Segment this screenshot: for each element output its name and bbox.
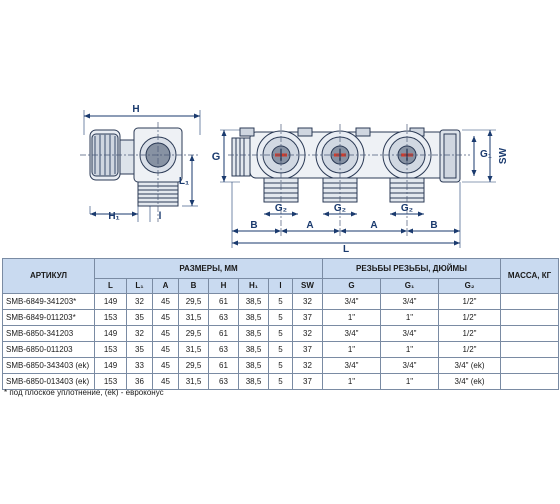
mass-cell bbox=[501, 326, 559, 342]
mass-cell bbox=[501, 374, 559, 390]
table-cell: 33 bbox=[127, 358, 153, 374]
table-row bbox=[3, 326, 559, 342]
table-cell: 61 bbox=[209, 294, 239, 310]
table-cell: 5 bbox=[269, 358, 293, 374]
table-cell: 1/2" bbox=[439, 342, 501, 358]
table-cell: 29,5 bbox=[179, 294, 209, 310]
table-cell: 45 bbox=[153, 358, 179, 374]
table-cell: 37 bbox=[293, 374, 323, 390]
table-cell: 38,5 bbox=[239, 326, 269, 342]
dim-label-H: H bbox=[132, 104, 140, 115]
article-cell: SMB-6850-011203 bbox=[3, 342, 95, 358]
table-cell: 1" bbox=[323, 374, 381, 390]
table-cell: 38,5 bbox=[239, 342, 269, 358]
table-cell: 149 bbox=[95, 326, 127, 342]
subheader-cell: B bbox=[179, 279, 209, 294]
mass-cell bbox=[501, 310, 559, 326]
table-cell: 45 bbox=[153, 326, 179, 342]
table-cell: 38,5 bbox=[239, 310, 269, 326]
mass-cell bbox=[501, 342, 559, 358]
header-mass: МАССА, КГ bbox=[501, 259, 559, 294]
table-cell: 1/2" bbox=[439, 310, 501, 326]
dim-label-A-right: A bbox=[370, 220, 378, 231]
subheader-cell: l bbox=[269, 279, 293, 294]
article-cell: SMB-6849-011203* bbox=[3, 310, 95, 326]
table-cell: 63 bbox=[209, 342, 239, 358]
table-cell: 1/2" bbox=[439, 294, 501, 310]
table-cell: 3/4" bbox=[381, 326, 439, 342]
dim-label-SW: SW bbox=[498, 147, 509, 165]
table-cell: 3/4" bbox=[323, 358, 381, 374]
dim-label-G2-1: G₂ bbox=[274, 203, 288, 214]
table-cell: 1" bbox=[323, 310, 381, 326]
table-cell: 32 bbox=[127, 294, 153, 310]
subheader-cell: G₁ bbox=[381, 279, 439, 294]
table-cell: 45 bbox=[153, 294, 179, 310]
table-cell: 5 bbox=[269, 310, 293, 326]
dim-label-A-left: A bbox=[306, 220, 314, 231]
table-row bbox=[3, 310, 559, 326]
table-cell: 32 bbox=[293, 358, 323, 374]
table-cell: 61 bbox=[209, 358, 239, 374]
table-cell: 31,5 bbox=[179, 374, 209, 390]
table-cell: 29,5 bbox=[179, 358, 209, 374]
subheader-cell: H bbox=[209, 279, 239, 294]
table-cell: 45 bbox=[153, 310, 179, 326]
dim-label-B-right: B bbox=[430, 220, 438, 231]
table-cell: 32 bbox=[293, 294, 323, 310]
table-cell: 63 bbox=[209, 310, 239, 326]
table-cell: 35 bbox=[127, 310, 153, 326]
table-row bbox=[3, 342, 559, 358]
dim-label-L: L bbox=[342, 244, 350, 255]
table-cell: 45 bbox=[153, 342, 179, 358]
dim-label-G1: G₁ bbox=[480, 149, 492, 160]
front-view bbox=[220, 124, 496, 248]
table-cell: 36 bbox=[127, 374, 153, 390]
table-cell: 153 bbox=[95, 342, 127, 358]
table-cell: 1" bbox=[381, 310, 439, 326]
dim-label-l: l bbox=[158, 211, 162, 222]
side-view bbox=[80, 110, 200, 222]
mass-cell bbox=[501, 358, 559, 374]
table-cell: 5 bbox=[269, 342, 293, 358]
header-threads-group: РЕЗЬБЫ РЕЗЬБЫ, ДЮЙМЫ bbox=[323, 259, 501, 279]
table-cell: 1" bbox=[381, 342, 439, 358]
spec-table bbox=[2, 258, 559, 390]
subheader-cell: H₁ bbox=[239, 279, 269, 294]
article-cell: SMB-6850-341203 bbox=[3, 326, 95, 342]
header-article: АРТИКУЛ bbox=[3, 259, 95, 294]
table-cell: 29,5 bbox=[179, 326, 209, 342]
table-cell: 3/4" bbox=[323, 326, 381, 342]
table-cell: 3/4" (ek) bbox=[439, 374, 501, 390]
subheader-cell: A bbox=[153, 279, 179, 294]
dim-label-G2-3: G₂ bbox=[400, 203, 414, 214]
subheader-cell: L bbox=[95, 279, 127, 294]
table-cell: 38,5 bbox=[239, 374, 269, 390]
table-cell: 3/4" (ek) bbox=[439, 358, 501, 374]
article-cell: SMB-6849-341203* bbox=[3, 294, 95, 310]
table-cell: 3/4" bbox=[381, 358, 439, 374]
table-cell: 61 bbox=[209, 326, 239, 342]
table-cell: 38,5 bbox=[239, 294, 269, 310]
table-cell: 37 bbox=[293, 310, 323, 326]
table-cell: 153 bbox=[95, 374, 127, 390]
table-row bbox=[3, 358, 559, 374]
article-cell: SMB-6850-343403 (ek) bbox=[3, 358, 95, 374]
table-cell: 35 bbox=[127, 342, 153, 358]
spec-table-wrap bbox=[2, 258, 558, 390]
table-row bbox=[3, 294, 559, 310]
table-cell: 5 bbox=[269, 294, 293, 310]
table-cell: 149 bbox=[95, 358, 127, 374]
table-cell: 1" bbox=[323, 342, 381, 358]
subheader-cell: L₁ bbox=[127, 279, 153, 294]
table-cell: 1" bbox=[381, 374, 439, 390]
mass-cell bbox=[501, 294, 559, 310]
dim-label-H1: H₁ bbox=[108, 211, 120, 222]
subheader-cell: SW bbox=[293, 279, 323, 294]
table-cell: 63 bbox=[209, 374, 239, 390]
footnote: * под плоское уплотнение, (ek) - евроконус bbox=[4, 388, 164, 397]
table-cell: 153 bbox=[95, 310, 127, 326]
table-cell: 5 bbox=[269, 326, 293, 342]
table-cell: 1/2" bbox=[439, 326, 501, 342]
table-cell: 5 bbox=[269, 374, 293, 390]
table-cell: 32 bbox=[127, 326, 153, 342]
dim-label-L1: L₁ bbox=[178, 176, 190, 187]
table-cell: 31,5 bbox=[179, 342, 209, 358]
header-dimensions-group: РАЗМЕРЫ, ММ bbox=[95, 259, 323, 279]
subheader-cell: G bbox=[323, 279, 381, 294]
table-cell: 45 bbox=[153, 374, 179, 390]
table-cell: 31,5 bbox=[179, 310, 209, 326]
table-cell: 37 bbox=[293, 342, 323, 358]
table-cell: 149 bbox=[95, 294, 127, 310]
table-cell: 3/4" bbox=[323, 294, 381, 310]
dim-label-B-left: B bbox=[250, 220, 258, 231]
article-cell: SMB-6850-013403 (ek) bbox=[3, 374, 95, 390]
table-cell: 32 bbox=[293, 326, 323, 342]
subheader-cell: G₂ bbox=[439, 279, 501, 294]
dim-label-G: G bbox=[211, 151, 221, 163]
table-cell: 3/4" bbox=[381, 294, 439, 310]
dim-label-G2-2: G₂ bbox=[333, 203, 347, 214]
table-cell: 38,5 bbox=[239, 358, 269, 374]
